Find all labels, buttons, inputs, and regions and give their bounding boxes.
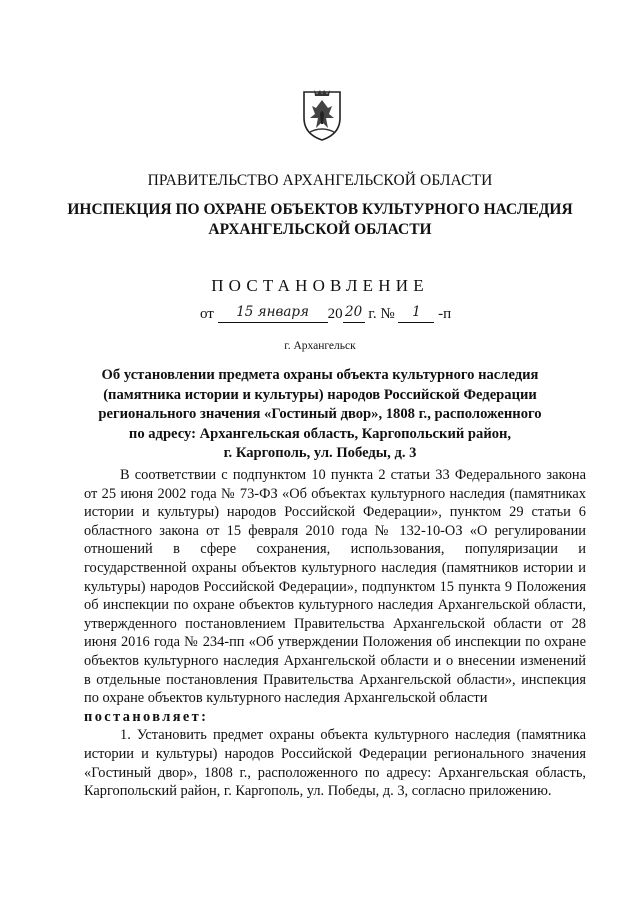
date-field	[218, 306, 328, 323]
document-type: ПОСТАНОВЛЕНИЕ	[211, 276, 429, 295]
item-1-paragraph: 1. Установить предмет охраны объекта культурного наследия (памятника истории и культуры) народов Российской Федерации регионального значения «Гостиный двор», 1808 г., расположенного по адресу: Архангельская область, Каргопольский район, г. Каргополь, ул. Победы, д. 3, согласно приложению.	[84, 727, 586, 800]
year-handwritten: 20	[345, 304, 363, 320]
resolves-keyword: постановляет:	[84, 708, 209, 725]
subject-line-2: (памятника истории и культуры) народов Российской Федерации	[103, 386, 537, 403]
document-subject	[0, 366, 640, 464]
inspection-name	[0, 200, 640, 240]
document-body	[84, 466, 586, 801]
inspection-name-line-1: ИНСПЕКЦИЯ ПО ОХРАНЕ ОБЪЕКТОВ КУЛЬТУРНОГО НАСЛЕДИЯ	[67, 201, 573, 218]
government-name: ПРАВИТЕЛЬСТВО АРХАНГЕЛЬСКОЙ ОБЛАСТИ	[147, 172, 493, 189]
year-field	[343, 306, 365, 323]
date-prefix: от	[200, 306, 214, 322]
arkhangelsk-coat-of-arms-icon	[300, 88, 344, 142]
number-field	[398, 306, 434, 323]
year-prefix: 20	[327, 306, 343, 322]
subject-line-4: по адресу: Архангельская область, Каргопольский район,	[128, 425, 512, 442]
preamble-paragraph: В соответствии с подпунктом 10 пункта 2 статьи 33 Федерального закона от 25 июня 2002 года № 73-ФЗ «Об объектах культурного наследия (памятниках истории и культуры) народов Российской Федерации», пунктом 29 статьи 6 областного закона от 15 февраля 2010 года № 132-10-ОЗ «О регулировании отношений в сфере сохранения, использования, популяризации и государственной охраны объектов культурного наследия (памятников истории и культуры) народов Российской Федерации», подпунктом 15 пункта 9 Положения об инспекции по охране объектов культурного наследия Архангельской области, утвержденного постановлением Правительства Архангельской области от 28 июня 2016 года № 234-пп «Об утверждении Положения об инспекции по охране объектов культурного наследия Архангельской области и о внесении изменений в отдельные постановления Правительства Архангельской области», инспекция по охране объектов культурного наследия Архангельской области	[84, 467, 586, 707]
subject-line-3: регионального значения «Гостиный двор», 1808 г., расположенного	[98, 406, 542, 422]
subject-line-1: Об установлении предмета охраны объекта культурного наследия	[101, 367, 539, 383]
subject-line-5: г. Каргополь, ул. Победы, д. 3	[223, 445, 417, 461]
number-label: г. №	[368, 306, 395, 322]
date-handwritten: 15 января	[236, 304, 309, 320]
number-suffix: -п	[438, 306, 452, 322]
number-handwritten: 1	[412, 304, 421, 320]
date-number-line	[200, 306, 500, 323]
inspection-name-line-2: АРХАНГЕЛЬСКОЙ ОБЛАСТИ	[208, 221, 432, 238]
city: г. Архангельск	[284, 340, 356, 352]
